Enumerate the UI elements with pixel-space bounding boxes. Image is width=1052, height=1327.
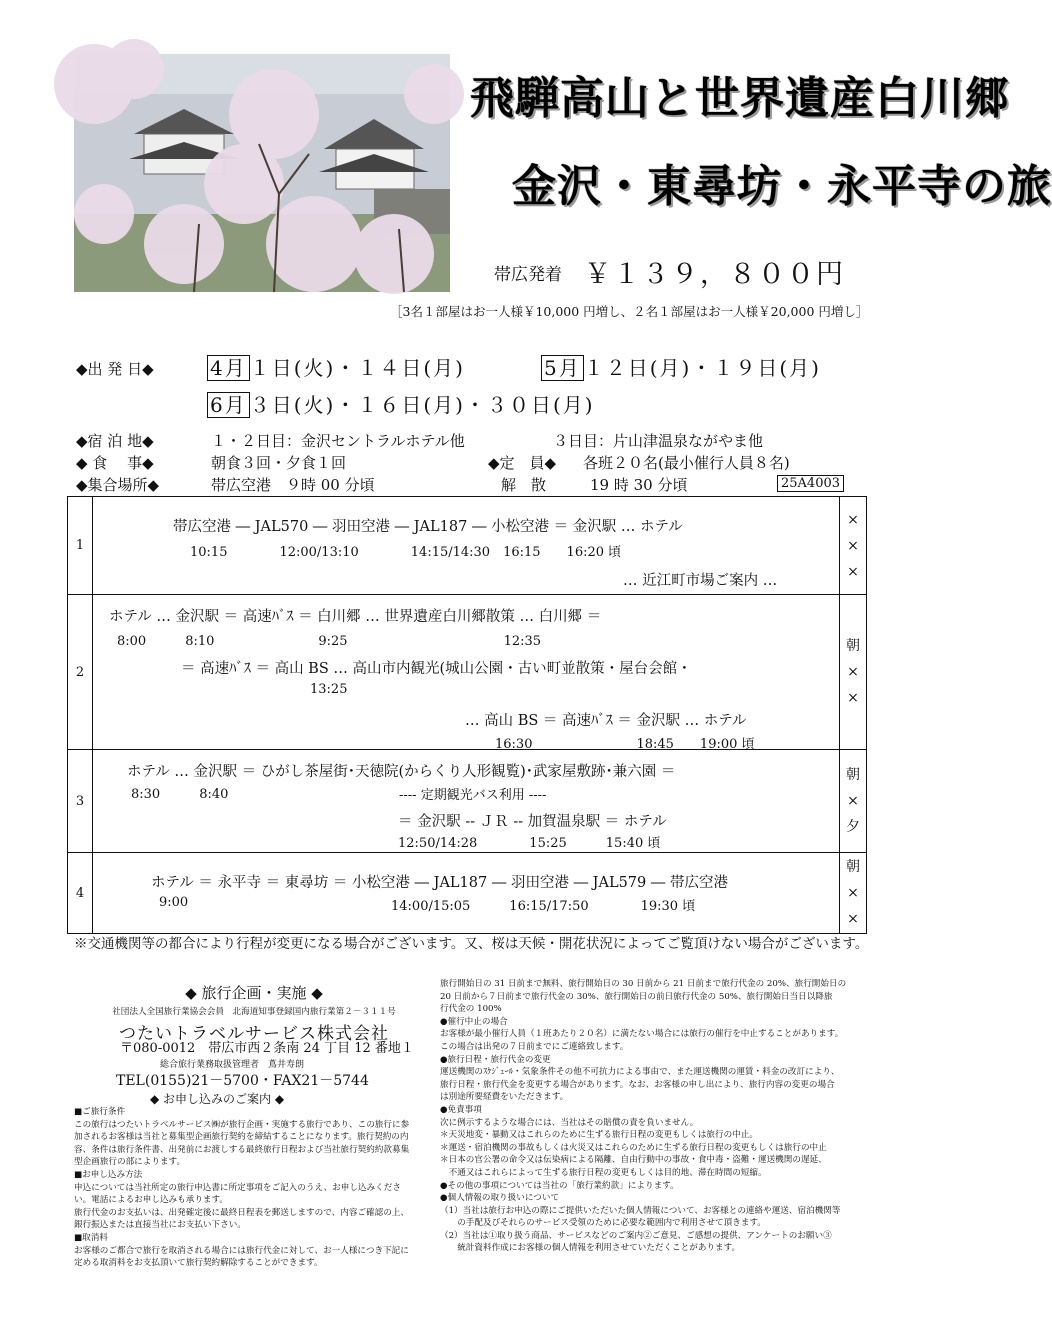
lunch-mark: × [847,664,859,680]
terms-line: ●催行中止の場合 [440,1016,508,1027]
day-number: 1 [68,497,93,595]
departure-june [207,389,595,418]
terms-line: 定める取消料をお支払頂いて旅行契約解除することができます。 [74,1258,323,1269]
lodging-nights-1-2: １・２日目：金沢セントラルホテル他 [211,432,465,450]
company-association: 社団法人全国旅行業協会会員 北海道知事登録国内旅行業第２－３１１号 [112,1007,396,1017]
terms-line: （1）当社は旅行お申込の際にご提供いただいた個人情報について、お客様との連絡や運送、宿泊機関等 [440,1205,841,1216]
day-number: 3 [68,750,93,853]
terms-line: 旅行開始日の 31 日前まで無料、旅行開始日の 30 日前から 21 日前まで旅行代金の 20%、旅行開始日の [440,979,847,989]
terms-line: 型企画旅行の部によります。 [74,1157,186,1168]
itinerary-day-4 [68,853,867,934]
terms-line: い。電話によるお申し込みも承ります。 [74,1195,229,1206]
day-route [93,595,840,750]
terms-line: この場合は出発の７日前までにご連絡致します。 [440,1041,629,1052]
terms-line: ■取消料 [74,1232,108,1243]
capacity-label: ◆定 員◆ [488,454,557,472]
terms-line: この旅行はつたいトラベルサービス㈱が旅行企画・実施する旅行であり、この旅行に参 [74,1119,410,1130]
meal-marks [840,497,867,595]
company-heading: ◆ 旅行企画・実施 ◆ [185,984,323,1002]
capacity: 各班２０名(最小催行人員８名) [583,454,790,472]
terms-line: 申込については当社所定の旅行申込書に所定事項をご記入のうえ、お申し込みくださ [74,1182,401,1193]
breakfast-mark: × [847,511,859,528]
dates-may: １２日(月)・１９日(月) [583,356,821,380]
tour-title-line1: 飛騨高山と世界遺産白川郷 [470,73,1010,124]
day-route [93,750,840,853]
departure-april [207,352,465,381]
route-line: ホテル ＝ 永平寺 ＝ 東尋坊 ＝ 小松空港 ― JAL187 ― 羽田空港 ― JAL579 ― 帯広空港 [151,875,728,891]
company-name: つたいトラベルサービス株式会社 [119,1024,389,1044]
itinerary-day-2 [68,595,867,750]
breakfast-mark: 朝 [846,859,860,875]
route-times: 10:15 12:00/13:10 14:15/14:30 16:15 16:20 頃 [190,545,622,560]
dismiss-label: 解 散 [501,476,547,494]
meal-marks [840,595,867,750]
route-line: 帯広空港 ― JAL570 ― 羽田空港 ― JAL187 ― 小松空港 ＝ 金沢駅 … ホテル [173,519,683,535]
route-line: … 高山 BS ＝ 高速ﾊﾞｽ ＝ 金沢駅 … ホテル [465,713,747,729]
terms-line: ■お申し込み方法 [74,1169,143,1180]
terms-line: ●個人情報の取り扱いについて [440,1193,560,1204]
route-note: … 近江町市場ご案内 … [623,573,778,589]
terms-line: ＊日本の官公署の命令又は伝染病による隔離、自由行動中の事故・食中毒・盗難・運送機関の遅延、 [440,1155,827,1166]
terms-line: 不通又はこれらによって生ずる旅行日程の変更もしくは目的地、滞在時間の短縮。 [440,1167,767,1178]
dates-june: ３日(火)・１６日(月)・３０日(月) [249,393,595,417]
breakfast-mark: 朝 [846,638,860,654]
dinner-mark: × [847,911,859,927]
terms-line: 旅行日程・旅行代金を変更する場合があります。なお、お客様の申し出により、旅行内容の変更の場合 [440,1079,835,1090]
terms-line: 20 日前から７日前まで旅行代金の 30%、旅行開始日の前日旅行代金の 50%、旅行開始日当日以降旅 [440,991,833,1002]
route-times: 13:25 [310,682,348,697]
terms-line: ●旅行日程・旅行代金の変更 [440,1054,551,1065]
route-times: 9:00 [159,895,189,910]
terms-line: ■ご旅行条件 [74,1107,126,1117]
route-times: 16:30 18:45 19:00 頃 [495,737,755,752]
schedule-notice: ※交通機関等の都合により行程が変更になる場合がございます。又、桜は天候・開花状況によってご覧頂けない場合がございます。 [74,936,869,952]
tour-title-line2: 金沢・東尋坊・永平寺の旅 [512,161,1052,212]
price-label: 帯広発着 [494,265,562,285]
company-block [74,982,434,1044]
meeting-label: ◆集合場所◆ [76,476,160,494]
terms-line: （2）当社は①取り扱う商品、サービスなどのご案内②ご意見、ご感想の提供、アンケートのお願い③ [440,1230,832,1241]
month-april: 4月 [207,355,250,381]
meeting-place: 帯広空港 ９時 00 分頃 [211,476,375,494]
route-line: ホテル … 金沢駅 ＝ 高速ﾊﾞｽ ＝ 白川郷 … 世界遺産白川郷散策 … 白川郷 ＝ [109,609,602,625]
terms-line: お客様のご都合で旅行を取消される場合には旅行代金に対して、お一人様につき下記に [74,1245,409,1256]
day-number: 2 [68,595,93,750]
terms-line: の手配及びそれらのサービス受領のために必要な範囲内で利用させて頂きます。 [440,1218,766,1229]
dismiss-time: 19 時 30 分頃 [590,476,688,494]
terms-line: 運送機関のｽｹｼﾞｭｰﾙ・気象条件その他不可抗力による事由で、また運送機関の運賃・料金の改訂により、 [440,1067,840,1078]
lunch-mark: × [847,537,859,554]
meal-marks [840,853,867,934]
day-route [93,853,840,934]
terms-line: ＊天災地変・暴動又はこれらのために生ずる旅行日程の変更もしくは旅行の中止。 [440,1130,758,1141]
lodging-label: ◆宿 泊 地◆ [76,432,154,450]
lunch-mark: × [847,793,859,809]
meal-marks [840,750,867,853]
terms-line: ●その他の事項については当社の「旅行業約款」によります。 [440,1180,679,1191]
castle-cherry-blossom-photo [74,54,450,292]
dates-april: １日(火)・１４日(月) [249,356,465,380]
terms-line: 次に例示するような場合には、当社はその賠償の責を負いません。 [440,1117,699,1128]
route-times: 8:30 8:40 [131,787,229,802]
departure-label: ◆出 発 日◆ [76,360,154,378]
price: ￥１３９，８００円 [584,259,845,290]
terms-right-column [440,978,880,1255]
terms-line: 統計資料作成にお客様の個人情報を利用させていただくことがあります。 [440,1243,741,1254]
day-number: 4 [68,853,93,934]
route-times: 8:00 8:10 9:25 12:35 [117,634,542,649]
company-manager: 総合旅行業務取扱管理者 蔦井寿朗 [160,1060,305,1070]
meals: 朝食３回・夕食１回 [211,454,347,472]
dinner-mark: 夕 [846,819,860,835]
itinerary-table [67,496,867,934]
terms-left-column [74,1106,434,1270]
terms-line: 銀行振込または直接当社にお支払い下さい。 [74,1220,246,1231]
itinerary-day-1 [68,497,867,595]
terms-line: ●免責事項 [440,1104,482,1115]
terms-line: は別途所要経費をいただきます。 [440,1092,569,1103]
terms-line: 加されるお客様は当社と募集型企画旅行契約を締結することになります。旅行契約の内 [74,1132,409,1143]
terms-line: 行代金の 100% [440,1004,502,1015]
route-line: ＝ 金沢駅 -- ＪＲ -- 加賀温泉駅 ＝ ホテル [398,814,667,830]
month-june: 6月 [207,392,250,418]
month-may: 5月 [541,355,584,381]
day-route [93,497,840,595]
terms-line: お客様が最小催行人員（１班あたり２０名）に満たない場合には旅行の催行を中止することがあります。 [440,1029,844,1040]
company-phone: TEL(0155)21－5700・FAX21－5744 [116,1073,369,1089]
tour-code: 25A4003 [777,472,844,491]
dinner-mark: × [847,563,859,580]
departure-may [541,352,821,381]
lunch-mark: × [847,885,859,901]
terms-line: 容、条件は旅行条件書、出発前にお渡しする最終旅行日程および当社旅行契約約款募集 [74,1144,410,1155]
route-times: 12:50/14:28 15:25 15:40 頃 [398,836,661,851]
route-line: ホテル … 金沢駅 ＝ ひがし茶屋街･天徳院(からくり人形観覧)･武家屋敷跡･兼六園 ＝ [127,764,676,780]
lodging-night-3: ３日目：片山津温泉ながやま他 [553,432,764,450]
tour-bus-note: ---- 定期観光バス利用 ---- [399,788,547,803]
itinerary-day-3 [68,750,867,853]
terms-line: ＊運送・宿泊機関の事故もしくは火災又はこれらのために生ずる旅行日程の変更もしくは旅行の中止 [440,1142,827,1153]
company-address: 〒080-0012 帯広市西２条南 24 丁目 12 番地１ [120,1041,414,1056]
route-line: ＝ 高速ﾊﾞｽ ＝ 高山 BS … 高山市内観光(城山公園・古い町並散策・屋台会館・ [181,661,692,677]
application-guide-heading: ◆ お申し込みのご案内 ◆ [150,1092,285,1106]
dinner-mark: × [847,690,859,706]
breakfast-mark: 朝 [846,767,860,783]
route-times: 14:00/15:05 16:15/17:50 19:30 頃 [391,899,696,914]
terms-line: 旅行代金のお支払いは、出発確定後に最終日程表を郵送しますので、内容ご確認の上、 [74,1207,409,1218]
price-note: ［3名１部屋はお一人様￥10,000 円増し、２名１部屋はお一人様￥20,000 円増し］ [390,304,869,319]
meals-label: ◆ 食 事◆ [76,454,154,472]
